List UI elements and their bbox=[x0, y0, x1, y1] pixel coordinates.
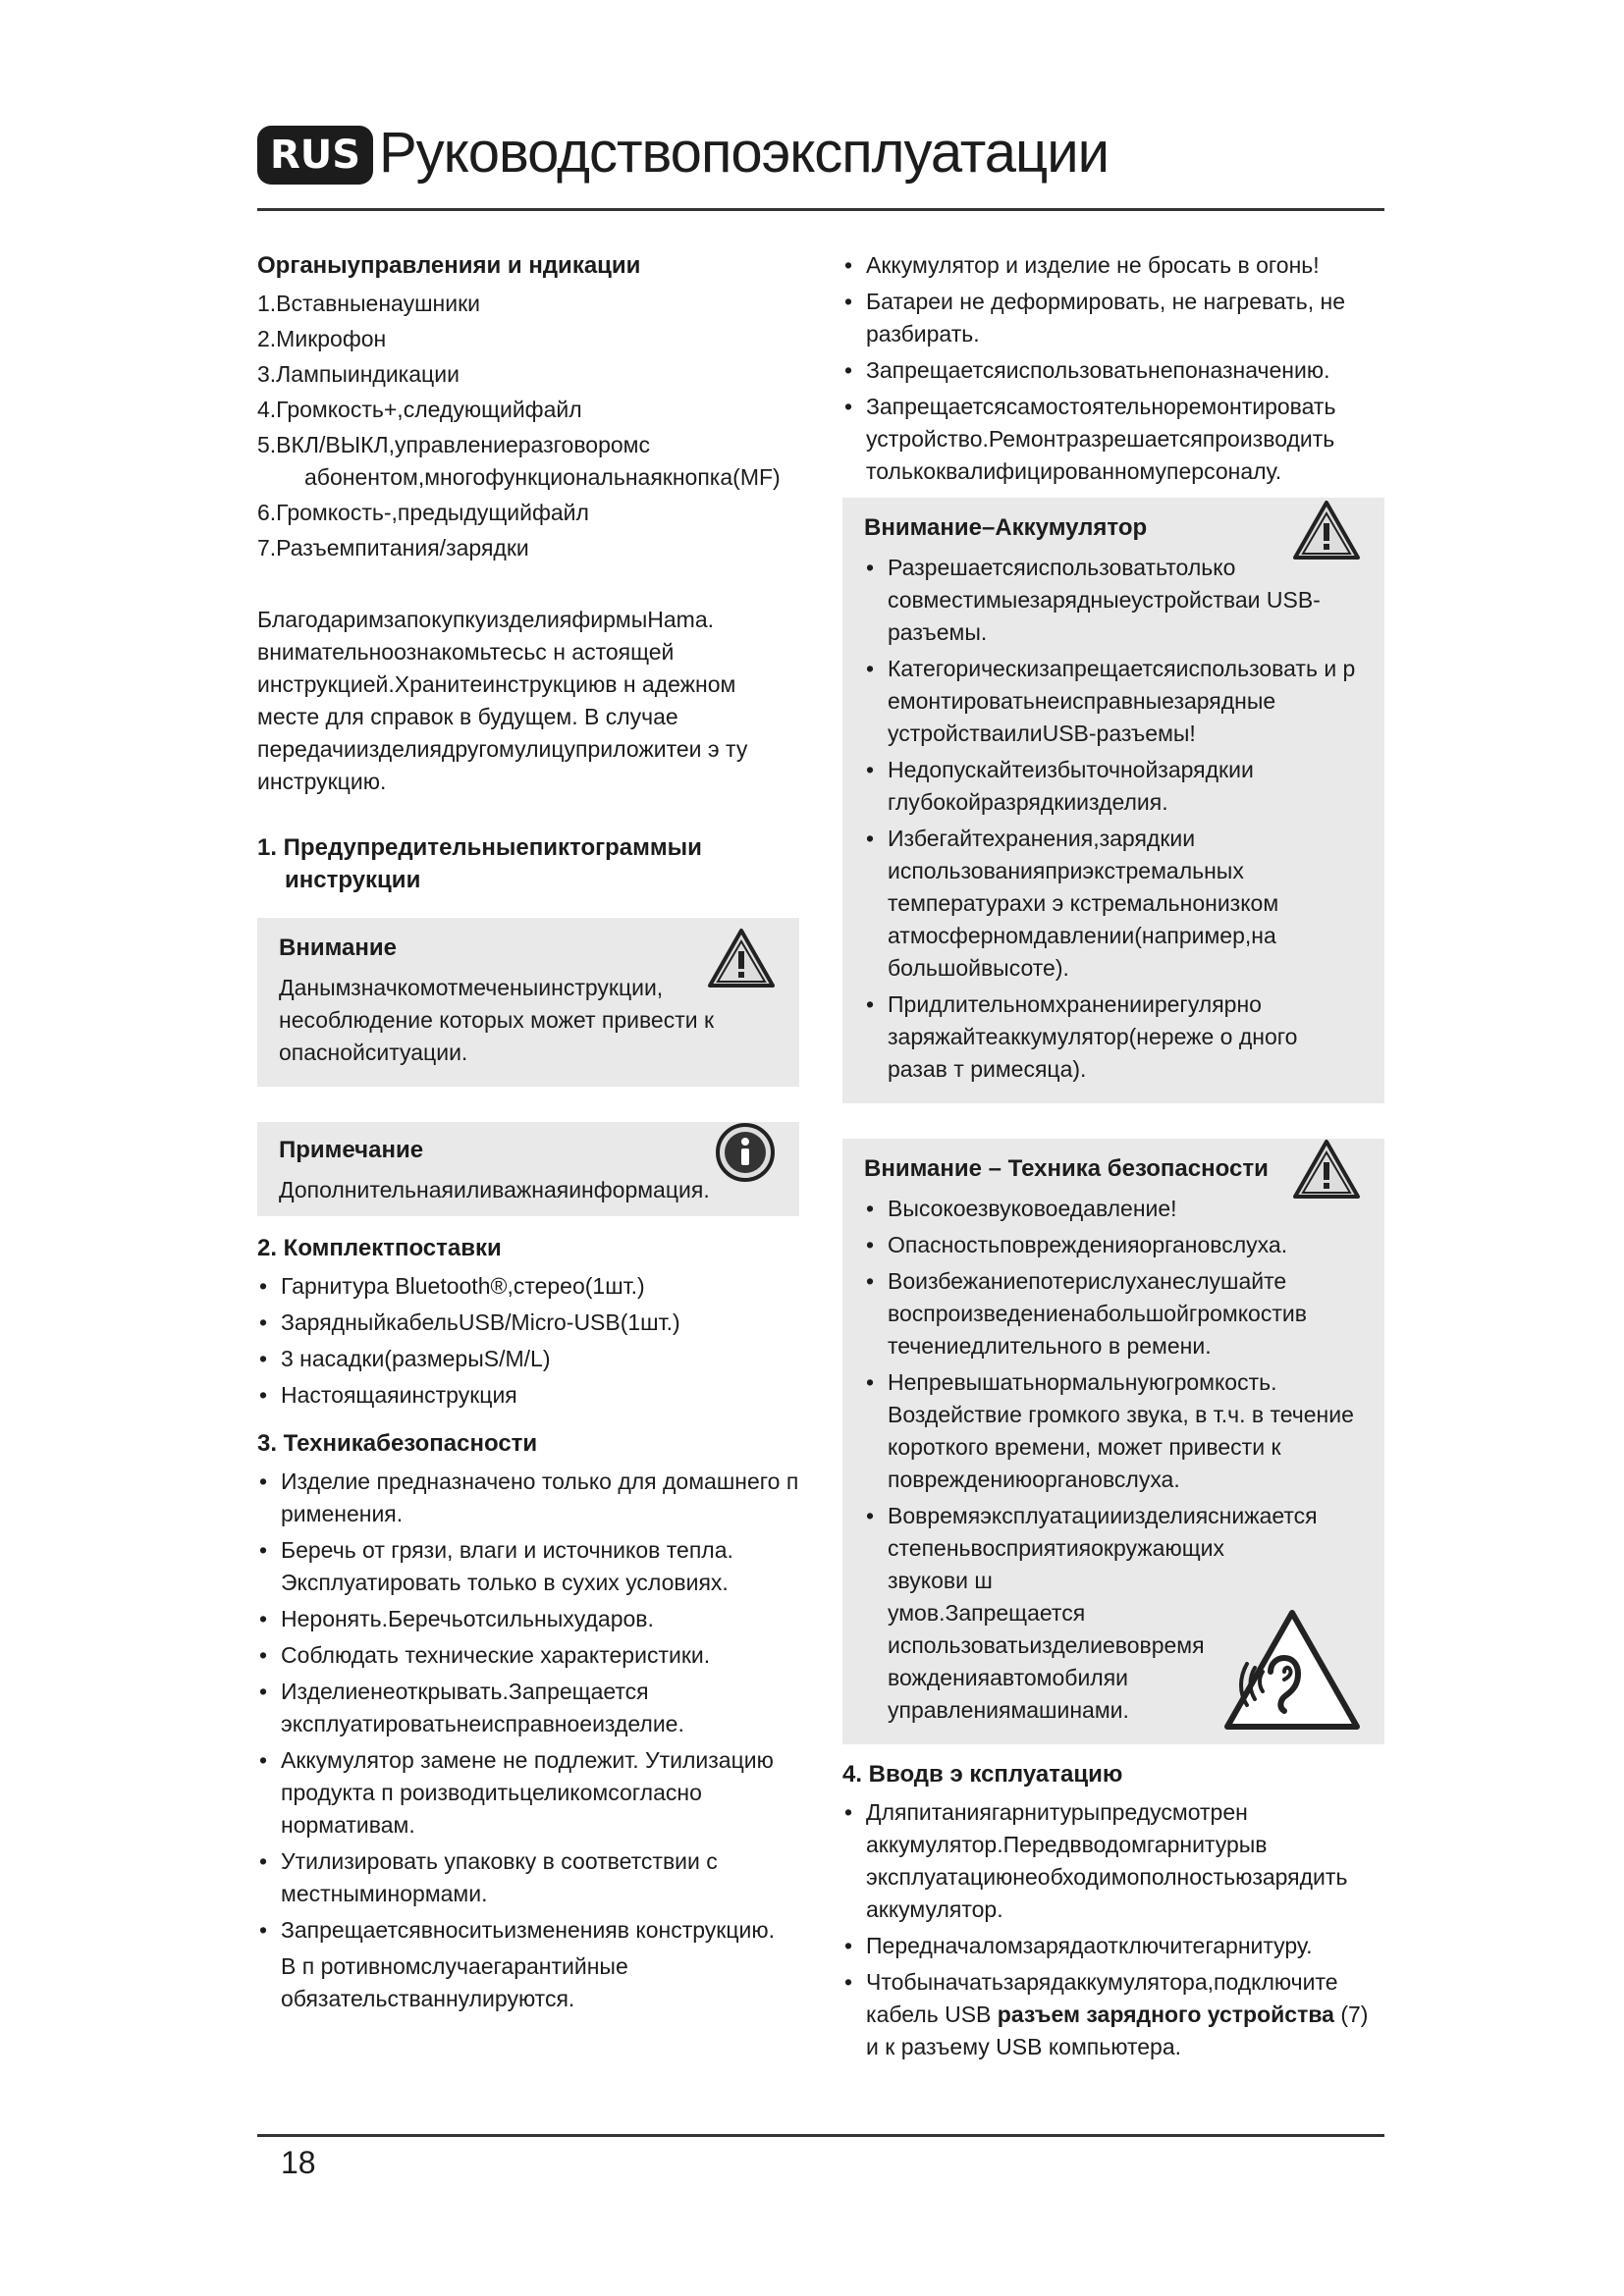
warning-triangle-icon bbox=[707, 928, 776, 988]
list-item: 4.Громкость+,следующийфайл bbox=[257, 397, 582, 422]
warning-box-title: Внимание bbox=[279, 934, 397, 961]
list-item: • Запрещаетсяиспользоватьнепоназначению. bbox=[842, 354, 1384, 387]
battery-warning-box bbox=[842, 498, 1384, 1103]
right-column bbox=[842, 249, 1384, 2067]
list-item: 1.Вставныенаушники bbox=[257, 291, 480, 316]
note-box-title: Примечание bbox=[279, 1137, 424, 1163]
warning-box bbox=[257, 918, 799, 1087]
list-item: • Неронять.Беречьотсильныхударов. bbox=[257, 1603, 799, 1635]
usb-instruction-bold: разъем зарядного устройства bbox=[997, 2002, 1334, 2027]
warning-triangle-icon bbox=[1292, 1139, 1361, 1200]
footer-divider bbox=[257, 2134, 1384, 2137]
section-3-tail: В п ротивномслучаегарантийные обязательстваннулируются. bbox=[281, 1953, 628, 2011]
list-item: • Передначаломзарядаотключитегарнитуру. bbox=[842, 1930, 1384, 1962]
list-item bbox=[842, 1966, 1384, 2063]
controls-heading: Органыуправленияи и ндикации bbox=[257, 252, 641, 279]
safety-warning-box bbox=[842, 1139, 1384, 1744]
list-item: • Запрещаетсявноситьизмененияв конструкцию. bbox=[257, 1914, 799, 1947]
note-box bbox=[257, 1122, 799, 1216]
list-item: • Батареи не деформировать, не нагревать, не разбирать. bbox=[842, 286, 1384, 350]
list-item: • Настоящаяинструкция bbox=[257, 1379, 799, 1412]
list-item: • 3 насадки(размерыS/M/L) bbox=[257, 1343, 799, 1375]
header-divider bbox=[257, 208, 1384, 211]
list-item: 7.Разъемпитания/зарядки bbox=[257, 535, 529, 561]
warning-box-text: Данымзначкомотмеченыинструкции, несоблюдение которых может привести к опаснойситуации. bbox=[279, 975, 715, 1065]
list-item: • Соблюдать технические характеристики. bbox=[257, 1639, 799, 1672]
list-item: • ЗарядныйкабельUSB/Micro-USB(1шт.) bbox=[257, 1307, 799, 1339]
controls-list bbox=[257, 288, 799, 564]
list-item: • Изделиенеоткрывать.Запрещается эксплуатироватьнеисправноеизделие. bbox=[257, 1676, 799, 1740]
list-item: • Утилизировать упаковку в соответствии с местныминормами. bbox=[257, 1845, 799, 1910]
safety-box-title: Внимание – Техника безопасности bbox=[864, 1155, 1269, 1182]
language-badge: RUS bbox=[257, 126, 373, 185]
list-item: • Запрещаетсясамостоятельноремонтировать устройство.Ремонтразрешаетсяпроизводить толькоквалифицированномуперсоналу. bbox=[842, 391, 1384, 488]
list-item: • Придлительномхранениирегулярно заряжайтеаккумулятор(нереже о дного разав т римесяца). bbox=[864, 988, 1363, 1086]
note-box-text: Дополнительнаяиливажнаяинформация. bbox=[279, 1177, 710, 1202]
list-item: • Категорическизапрещаетсяиспользовать и р емонтироватьнеисправныезарядные устройстваилиUSB-разъемы! bbox=[864, 653, 1363, 750]
list-item: • Дляпитаниягарнитурыпредусмотрен аккумулятор.Передвводомгарнитурыв эксплуатациюнеобходимополностьюзарядить аккумулятор. bbox=[842, 1796, 1384, 1926]
info-icon bbox=[715, 1122, 776, 1183]
list-item: • Разрешаетсяиспользоватьтолько совместимыезарядныеустройстваи USB-разъемы. bbox=[864, 552, 1363, 649]
list-item: • Аккумулятор замене не подлежит. Утилизацию продукта п роизводитьцеликомсогласно нормативам. bbox=[257, 1744, 799, 1842]
list-item: • Опасностьповрежденияорганoвслуха. bbox=[864, 1229, 1363, 1261]
list-item: • Недопускайтеизбыточнойзарядкии глубокойразрядкиизделия. bbox=[864, 754, 1363, 819]
list-item: • Воизбежаниепотерислуханеслушайте воспроизведениенабольшойгромкостив течениедлительного в ремени. bbox=[864, 1265, 1363, 1362]
page-header bbox=[257, 116, 1384, 208]
list-item: • Высокоезвуковоедавление! bbox=[864, 1193, 1363, 1225]
section-3-heading: 3. Техникабезопасности bbox=[257, 1430, 538, 1457]
battery-box-title: Внимание–Аккумулятор bbox=[864, 514, 1148, 541]
section-1-heading: 1. Предупредительныепиктограммыи инструкции bbox=[257, 834, 702, 893]
usb-instruction-end: (7) и к разъему USB компьютера. bbox=[866, 2002, 1369, 2059]
list-item: • Аккумулятор и изделие не бросать в огонь! bbox=[842, 249, 1384, 282]
usb-instruction-start: Чтобыначатьзарядаккумулятора,подключите кабель USB bbox=[866, 1969, 1338, 2027]
list-item: 6.Громкость-,предыдущийфайл bbox=[257, 500, 589, 525]
page-title: Руководствопоэксплуатации bbox=[379, 121, 1109, 185]
list-item: 2.Микрофон bbox=[257, 326, 387, 351]
list-item: • Вовремяэксплуатацииизделияснижается степеньвосприятияокружающих звукови ш умов.Запрещается использоватьизделиевовремя вожденияавтомобиляи управлениямашинами. bbox=[864, 1500, 1363, 1727]
list-item: 3.Лампыиндикации bbox=[257, 361, 460, 387]
list-item: • Гарнитура Bluetooth®,стерео(1шт.) bbox=[257, 1270, 799, 1303]
left-column bbox=[257, 249, 799, 2015]
hearing-damage-icon bbox=[1223, 1609, 1361, 1731]
list-item: • Непревышатьнормальнуюгромкость. Воздействие громкого звука, в т.ч. в течение короткого времени, может привести к повреждениюорганoвслуха. bbox=[864, 1366, 1363, 1496]
section-2-heading: 2. Комплектпоставки bbox=[257, 1235, 502, 1261]
intro-text: БлагодаримзапокупкуизделияфирмыHama. внимательноознакомьтесьс н астоящей инструкцией.Хранитеинструкциюв н адежном месте для справок в будущем. В случае передачиизделиядругомулицуприложитеи э ту инструкцию. bbox=[257, 607, 748, 794]
list-item: • Избегайтехранения,зарядкии использованияприэкстремальных температурахи э кстремальнонизком атмосферномдавлении(например,на большойвысоте). bbox=[864, 823, 1363, 985]
page-number: 18 bbox=[281, 2145, 316, 2180]
list-item: • Изделие предназначено только для домашнего п рименения. bbox=[257, 1466, 799, 1530]
list-item: 5.ВКЛ/ВЫКЛ,управлениеразговоромс абонентом,многофункциональнаякнопка(MF) bbox=[257, 432, 781, 490]
section-4-heading: 4. Вводв э ксплуатацию bbox=[842, 1761, 1123, 1788]
list-item: • Беречь от грязи, влаги и источников тепла. Эксплуатировать только в сухих условиях. bbox=[257, 1534, 799, 1599]
